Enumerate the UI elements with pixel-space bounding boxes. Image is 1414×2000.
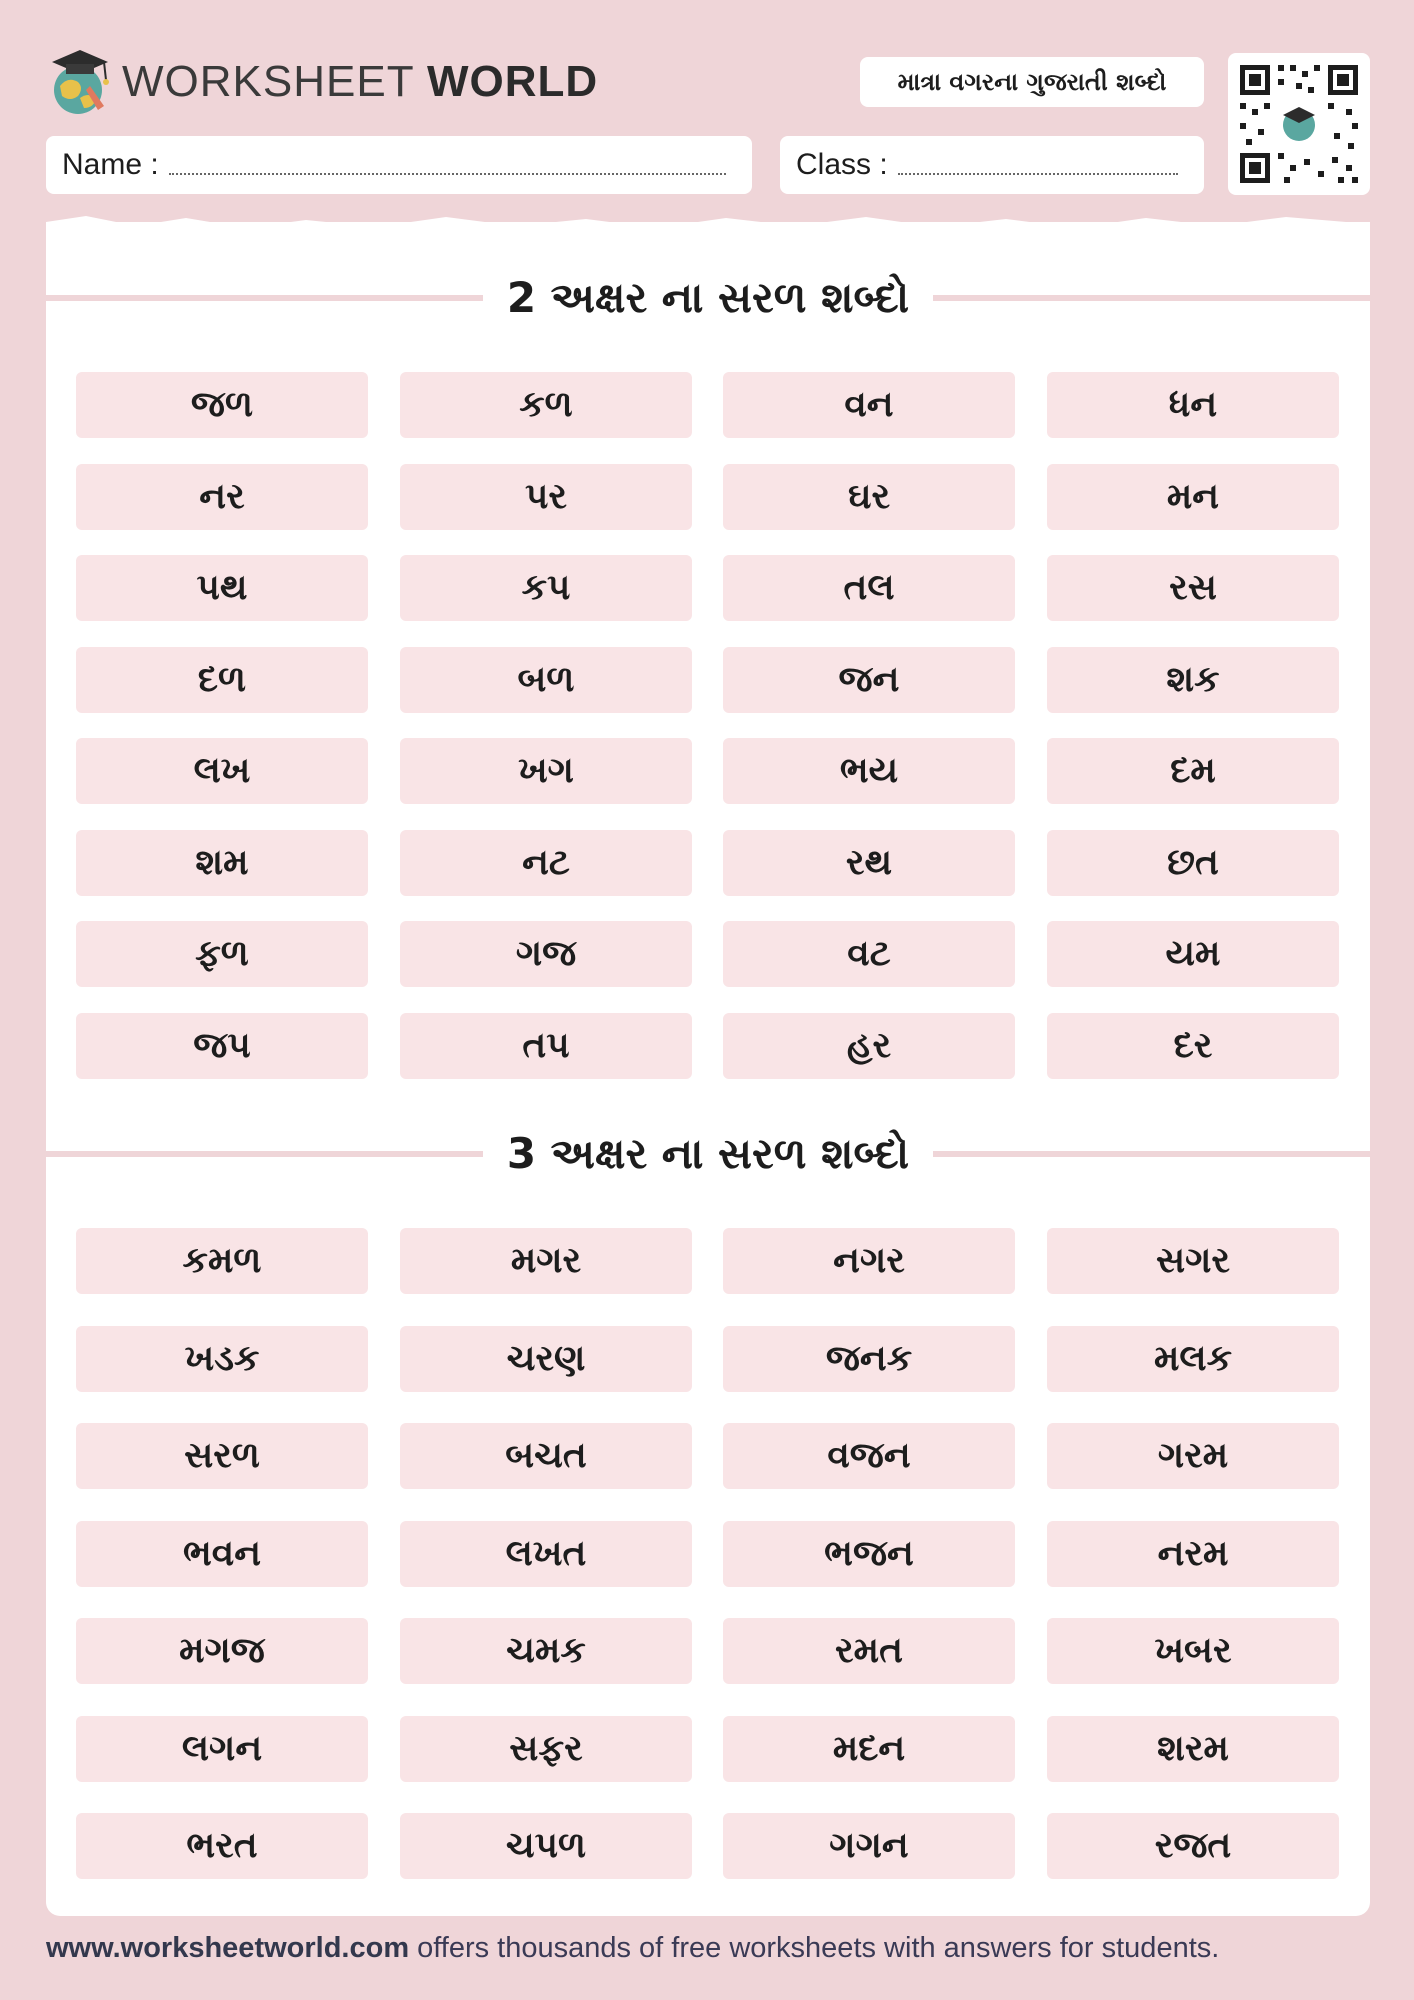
word-card: ભવન xyxy=(76,1521,368,1587)
section-3-letter-heading xyxy=(46,1124,1370,1184)
word-card: વટ xyxy=(723,921,1015,987)
footer-text: offers thousands of free worksheets with answers for students. xyxy=(417,1931,1220,1964)
brand-name xyxy=(122,57,598,107)
word-card: નરમ xyxy=(1047,1521,1339,1587)
class-label: Class : xyxy=(796,148,888,181)
word-card: પથ xyxy=(76,555,368,621)
word-card: યમ xyxy=(1047,921,1339,987)
section-2-letter-title: 2 અક્ષર ના સરળ શબ્દો xyxy=(506,273,910,322)
word-card: વજન xyxy=(723,1423,1015,1489)
class-writing-line[interactable] xyxy=(898,173,1178,175)
name-writing-line[interactable] xyxy=(169,173,726,175)
word-card: સગર xyxy=(1047,1228,1339,1294)
word-card: ખડક xyxy=(76,1326,368,1392)
word-card: જપ xyxy=(76,1013,368,1079)
word-card: રથ xyxy=(723,830,1015,896)
word-card: તલ xyxy=(723,555,1015,621)
word-card: દમ xyxy=(1047,738,1339,804)
footer-site-link[interactable]: www.worksheetworld.com xyxy=(46,1931,410,1964)
brand-light: WORKSHEET xyxy=(122,57,414,106)
word-card: મગજ xyxy=(76,1618,368,1684)
word-card: નર xyxy=(76,464,368,530)
word-card: કળ xyxy=(400,372,692,438)
word-card: ખગ xyxy=(400,738,692,804)
globe-mascot-icon xyxy=(46,46,114,118)
word-card: તપ xyxy=(400,1013,692,1079)
word-card: જળ xyxy=(76,372,368,438)
word-card: રમત xyxy=(723,1618,1015,1684)
word-card: મલક xyxy=(1047,1326,1339,1392)
name-field[interactable] xyxy=(46,136,752,194)
word-card: ચપળ xyxy=(400,1813,692,1879)
word-card: ફળ xyxy=(76,921,368,987)
header xyxy=(0,0,1414,200)
word-card: વન xyxy=(723,372,1015,438)
word-card: ધન xyxy=(1047,372,1339,438)
heading-rule-left xyxy=(46,1151,483,1157)
qr-code[interactable] xyxy=(1228,53,1370,195)
brand-logo[interactable] xyxy=(46,46,598,118)
word-card: કમળ xyxy=(76,1228,368,1294)
word-card: રજત xyxy=(1047,1813,1339,1879)
word-card: પર xyxy=(400,464,692,530)
footer xyxy=(46,1926,1370,1970)
word-card: મદન xyxy=(723,1716,1015,1782)
torn-edge xyxy=(46,212,1370,238)
word-card: જનક xyxy=(723,1326,1015,1392)
brand-bold: WORLD xyxy=(427,57,599,106)
word-card: લખત xyxy=(400,1521,692,1587)
word-card: દર xyxy=(1047,1013,1339,1079)
word-card: ઘર xyxy=(723,464,1015,530)
name-label: Name : xyxy=(62,148,159,181)
word-card: ચમક xyxy=(400,1618,692,1684)
word-card: સફર xyxy=(400,1716,692,1782)
word-card: નટ xyxy=(400,830,692,896)
qr-code-icon xyxy=(1228,53,1370,195)
word-card: ગરમ xyxy=(1047,1423,1339,1489)
word-card: મન xyxy=(1047,464,1339,530)
word-card: શરમ xyxy=(1047,1716,1339,1782)
word-card: ભય xyxy=(723,738,1015,804)
word-card: શમ xyxy=(76,830,368,896)
heading-rule-right xyxy=(933,295,1370,301)
word-card: ગગન xyxy=(723,1813,1015,1879)
word-card: સરળ xyxy=(76,1423,368,1489)
word-card: શક xyxy=(1047,647,1339,713)
heading-rule-right xyxy=(933,1151,1370,1157)
class-field[interactable] xyxy=(780,136,1204,194)
worksheet-topic-tag: માત્રા વગરના ગુજરાતી શબ્દો xyxy=(860,57,1204,107)
word-card: ભજન xyxy=(723,1521,1015,1587)
word-card: ખબર xyxy=(1047,1618,1339,1684)
word-card: કપ xyxy=(400,555,692,621)
section-3-letter-title: 3 અક્ષર ના સરળ શબ્દો xyxy=(506,1129,910,1178)
word-card: બળ xyxy=(400,647,692,713)
word-card: ચરણ xyxy=(400,1326,692,1392)
heading-rule-left xyxy=(46,295,483,301)
word-card: રસ xyxy=(1047,555,1339,621)
word-card: જન xyxy=(723,647,1015,713)
section-2-letter-heading xyxy=(46,268,1370,328)
word-card: દળ xyxy=(76,647,368,713)
word-card: બચત xyxy=(400,1423,692,1489)
word-card: લખ xyxy=(76,738,368,804)
word-card: છત xyxy=(1047,830,1339,896)
word-card: હર xyxy=(723,1013,1015,1079)
word-card: ગજ xyxy=(400,921,692,987)
word-card: લગન xyxy=(76,1716,368,1782)
word-card: નગર xyxy=(723,1228,1015,1294)
worksheet-card xyxy=(46,222,1370,1916)
word-card: મગર xyxy=(400,1228,692,1294)
word-card: ભરત xyxy=(76,1813,368,1879)
